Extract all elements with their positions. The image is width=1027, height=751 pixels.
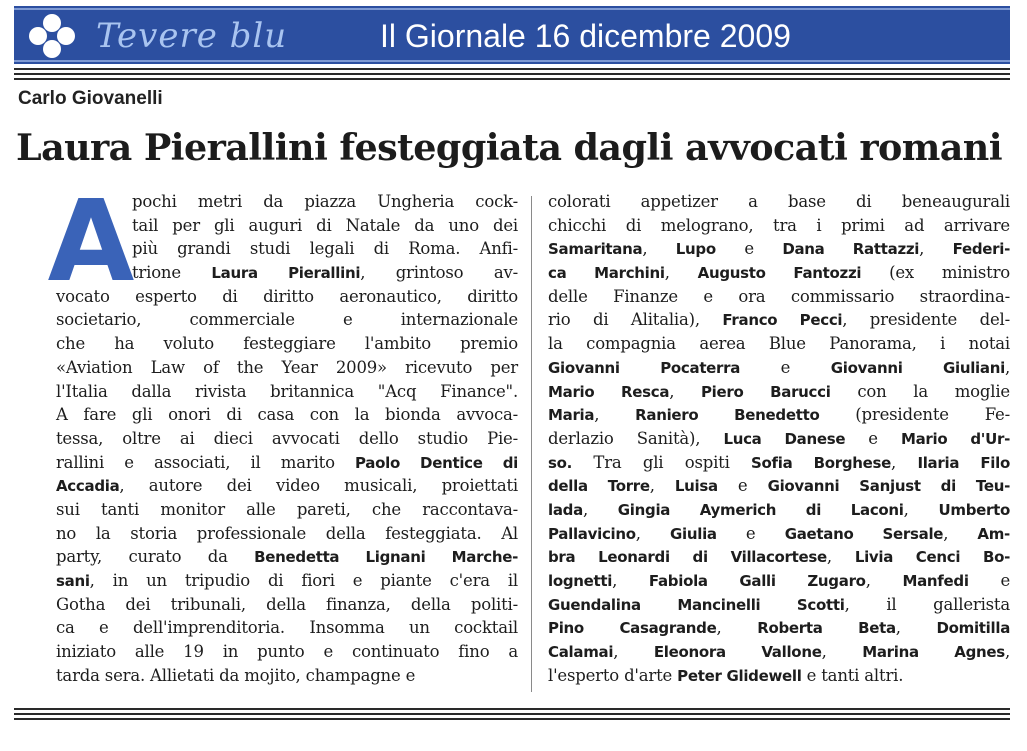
bold-name: Laura Pierallini (211, 264, 361, 283)
article-text-line (56, 569, 518, 593)
bold-name: ca Marchini (548, 264, 665, 283)
text-run: ca e dell'imprenditoria. Insomma un cocktail (56, 618, 518, 638)
article-text-line (132, 261, 518, 285)
text-run: party, curato da (56, 547, 255, 567)
bold-name: Livia Cenci Bo- (854, 548, 1011, 567)
text-run: tessa, oltre ai dieci avvocati dello studio Pie- (56, 428, 518, 448)
bold-name: Pallavicino (548, 524, 636, 543)
footer-rule (14, 708, 1010, 723)
article-headline: Laura Pierallini festeggiata dagli avvocati romani (16, 126, 1002, 169)
article-text-line (548, 403, 1010, 427)
article-text-line (548, 380, 1010, 404)
text-run: e (716, 523, 785, 543)
text-run: , (919, 239, 953, 259)
text-run: A fare gli onori di casa con la bionda avvoca- (56, 405, 518, 425)
article-text-line (548, 474, 1010, 498)
bold-name: Guendalina Mancinelli Scotti (548, 595, 845, 614)
text-run: delle Finanze e ora commissario straordina- (548, 286, 1010, 306)
text-run: , (903, 499, 939, 519)
text-run: societario, commerciale e internazionale (56, 310, 518, 330)
bold-name: Roberta Beta (757, 619, 896, 638)
text-run: , (635, 523, 670, 543)
bold-name: Domitilla (936, 619, 1011, 638)
text-run: , (821, 642, 863, 662)
bold-name: Mario d'Ur- (900, 429, 1010, 448)
article-column-left (56, 190, 518, 700)
article-text-line (548, 285, 1010, 309)
text-run: trione (132, 263, 212, 283)
article-text-line (56, 308, 518, 332)
bold-name: Lupo (675, 240, 716, 259)
header-rule (14, 68, 1010, 83)
article-text-line (548, 237, 1010, 261)
article-text-line (548, 640, 1010, 664)
four-petal-flower-icon (22, 12, 82, 60)
text-run: tail per gli auguri di Natale da uno dei (132, 215, 518, 235)
text-run: , presidente del- (842, 310, 1010, 330)
text-run: (ex ministro (861, 263, 1010, 283)
bold-name: Fabiola Galli Zugaro (648, 572, 866, 590)
text-run: colorati appetizer a base di beneaugurali (548, 192, 1010, 211)
text-run: , (649, 476, 675, 496)
text-run: Tra gli ospiti (572, 452, 751, 472)
article-text-line (548, 261, 1010, 285)
article-text-line (548, 664, 1010, 688)
bold-name: Gingia Aymerich di Laconi (617, 500, 904, 519)
text-run: , autore dei video musicali, proiettati (119, 476, 518, 496)
bold-name: Sofia Borghese (751, 453, 892, 472)
bold-name: Mario Resca (548, 382, 670, 401)
text-run: e (740, 357, 831, 377)
bold-name: Maria (548, 406, 595, 425)
article-text-line (548, 308, 1010, 332)
text-run: e (968, 571, 1011, 590)
bold-name: Augusto Fantozzi (697, 264, 862, 283)
article-text-line (56, 593, 518, 617)
article-text-line (548, 545, 1010, 569)
text-run: iniziato alle 19 in punto e continuato fino a (56, 642, 518, 662)
text-run: , (642, 239, 676, 259)
text-run: chicchi di melograno, tra i primi ad arrivare (548, 215, 1010, 235)
text-run: , (582, 499, 618, 519)
article-column-right (548, 190, 1010, 700)
bold-name: lada (548, 500, 583, 519)
bold-name: Paolo Dentice di (355, 453, 518, 472)
section-header-bar (14, 6, 1010, 64)
bold-name: Peter Glidewell (677, 666, 802, 685)
text-run: , (664, 263, 698, 283)
text-run: rio di Alitalia), (548, 310, 723, 330)
bold-name: Raniero Benedetto (635, 406, 820, 425)
article-text-line (132, 214, 518, 238)
article-text-line (56, 285, 518, 309)
article-text-line (56, 664, 518, 688)
text-run: Gotha dei tribunali, della finanza, della politi- (56, 594, 518, 614)
article-text-line (548, 498, 1010, 522)
article-text-line (548, 616, 1010, 640)
text-run: la compagnia aerea Blue Panorama, i notai (548, 334, 1010, 354)
bold-name: Ilaria Filo (917, 453, 1010, 472)
text-run: e (845, 428, 901, 448)
article-text-line (548, 427, 1010, 451)
column-divider (531, 196, 532, 692)
article-text-line (56, 474, 518, 498)
text-run: , (716, 618, 758, 638)
text-run: , (943, 523, 978, 543)
article-text-line (548, 356, 1010, 380)
text-run: sui tanti monitor alle pareti, che raccontava- (56, 499, 518, 519)
article-text-line (56, 545, 518, 569)
text-run: tarda sera. Allietati da mojito, champagne e (56, 665, 416, 685)
header-stripe (14, 60, 1010, 62)
bold-name: Samaritana (548, 240, 643, 259)
text-run: , (594, 405, 636, 425)
article-text-line (548, 214, 1010, 238)
text-run: , grintoso av- (360, 263, 519, 283)
bold-name: sani (56, 572, 90, 590)
bold-name: Umberto (938, 500, 1010, 519)
article-text-line (56, 640, 518, 664)
bold-name: Giovanni Sanjust di Teu- (767, 477, 1010, 496)
text-run: vocato esperto di diritto aeronautico, diritto (56, 286, 518, 306)
article-text-line (548, 451, 1010, 475)
bold-name: Giovanni Giuliani (830, 358, 1005, 377)
text-run: l'Italia dalla rivista britannica "Acq Finance". (56, 381, 518, 401)
article-text-line (56, 522, 518, 546)
article-text-line (132, 237, 518, 261)
article-text-line (56, 403, 518, 427)
bold-name: Calamai (548, 643, 614, 662)
bold-name: Giovanni Pocaterra (548, 358, 741, 377)
text-run: , (612, 571, 649, 590)
text-run: , (826, 547, 855, 567)
article-text-line (56, 356, 518, 380)
article-text-line (56, 616, 518, 640)
text-run: e (715, 239, 783, 259)
text-run: pochi metri da piazza Ungheria cock- (132, 192, 518, 211)
article-text-line (548, 593, 1010, 617)
bold-name: Benedetta Lignani Marche- (254, 548, 518, 567)
text-run: più grandi studi legali di Roma. Anfi- (132, 239, 518, 259)
bold-name: Dana Rattazzi (782, 240, 920, 259)
text-run: (presidente Fe- (819, 405, 1010, 425)
text-run: , (895, 618, 937, 638)
article-text-line (56, 332, 518, 356)
bold-name: della Torre (548, 477, 650, 496)
text-run: , (669, 381, 701, 401)
article-text-line (132, 190, 518, 214)
bold-name: Giulia (670, 524, 717, 543)
text-run: , in un tripudio di fiori e piante c'era il (89, 571, 518, 590)
bold-name: Accadia (56, 477, 120, 496)
text-run: , (865, 571, 903, 590)
text-run: rallini e associati, il marito (56, 452, 356, 472)
bold-name: Piero Barucci (700, 382, 831, 401)
text-run: no la storia professionale della festeggiata. Al (56, 523, 518, 543)
bold-name: Am- (977, 524, 1010, 543)
article-text-line (56, 380, 518, 404)
bold-name: so. (548, 453, 573, 472)
text-run: con la moglie (830, 381, 1010, 401)
bold-name: Luisa (674, 477, 718, 496)
text-run: che ha voluto festeggiare l'ambito premio (56, 334, 518, 354)
article-text-line (548, 190, 1010, 214)
text-run: , (891, 452, 918, 472)
bold-name: lognetti (548, 572, 613, 590)
text-run: l'esperto d'arte (548, 665, 678, 685)
bold-name: Eleonora Vallone (653, 643, 822, 662)
bold-name: Gaetano Sersale (784, 524, 944, 543)
text-run: «Aviation Law of the Year 2009» ricevuto per (56, 357, 518, 377)
bold-name: Luca Danese (723, 429, 846, 448)
article-text-line (56, 427, 518, 451)
header-stripe (14, 8, 1010, 10)
text-run: derlazio Sanità), (548, 428, 724, 448)
bold-name: Pino Casagrande (548, 619, 717, 638)
bold-name: bra Leonardi di Villacortese (548, 548, 827, 567)
text-run: , (613, 642, 654, 662)
article-text-line (56, 451, 518, 475)
text-run: , (1004, 357, 1010, 377)
text-run: , il gallerista (844, 594, 1010, 614)
bold-name: Federi- (952, 240, 1011, 259)
drop-cap-letter: A (47, 177, 135, 307)
bold-name: Marina Agnes (862, 643, 1005, 662)
newspaper-source-date: Il Giornale 16 dicembre 2009 (380, 18, 791, 54)
article-text-line (548, 569, 1010, 593)
author-byline: Carlo Giovanelli (18, 88, 163, 109)
text-run: e (717, 476, 768, 496)
article-text-line (548, 332, 1010, 356)
text-run: , (1004, 642, 1010, 662)
text-run: e tanti altri. (801, 665, 904, 685)
article-text-line (548, 522, 1010, 546)
bold-name: Manfedi (902, 572, 969, 590)
bold-name: Franco Pecci (722, 311, 843, 330)
section-name: Tevere blu (96, 16, 288, 56)
article-text-line (56, 498, 518, 522)
